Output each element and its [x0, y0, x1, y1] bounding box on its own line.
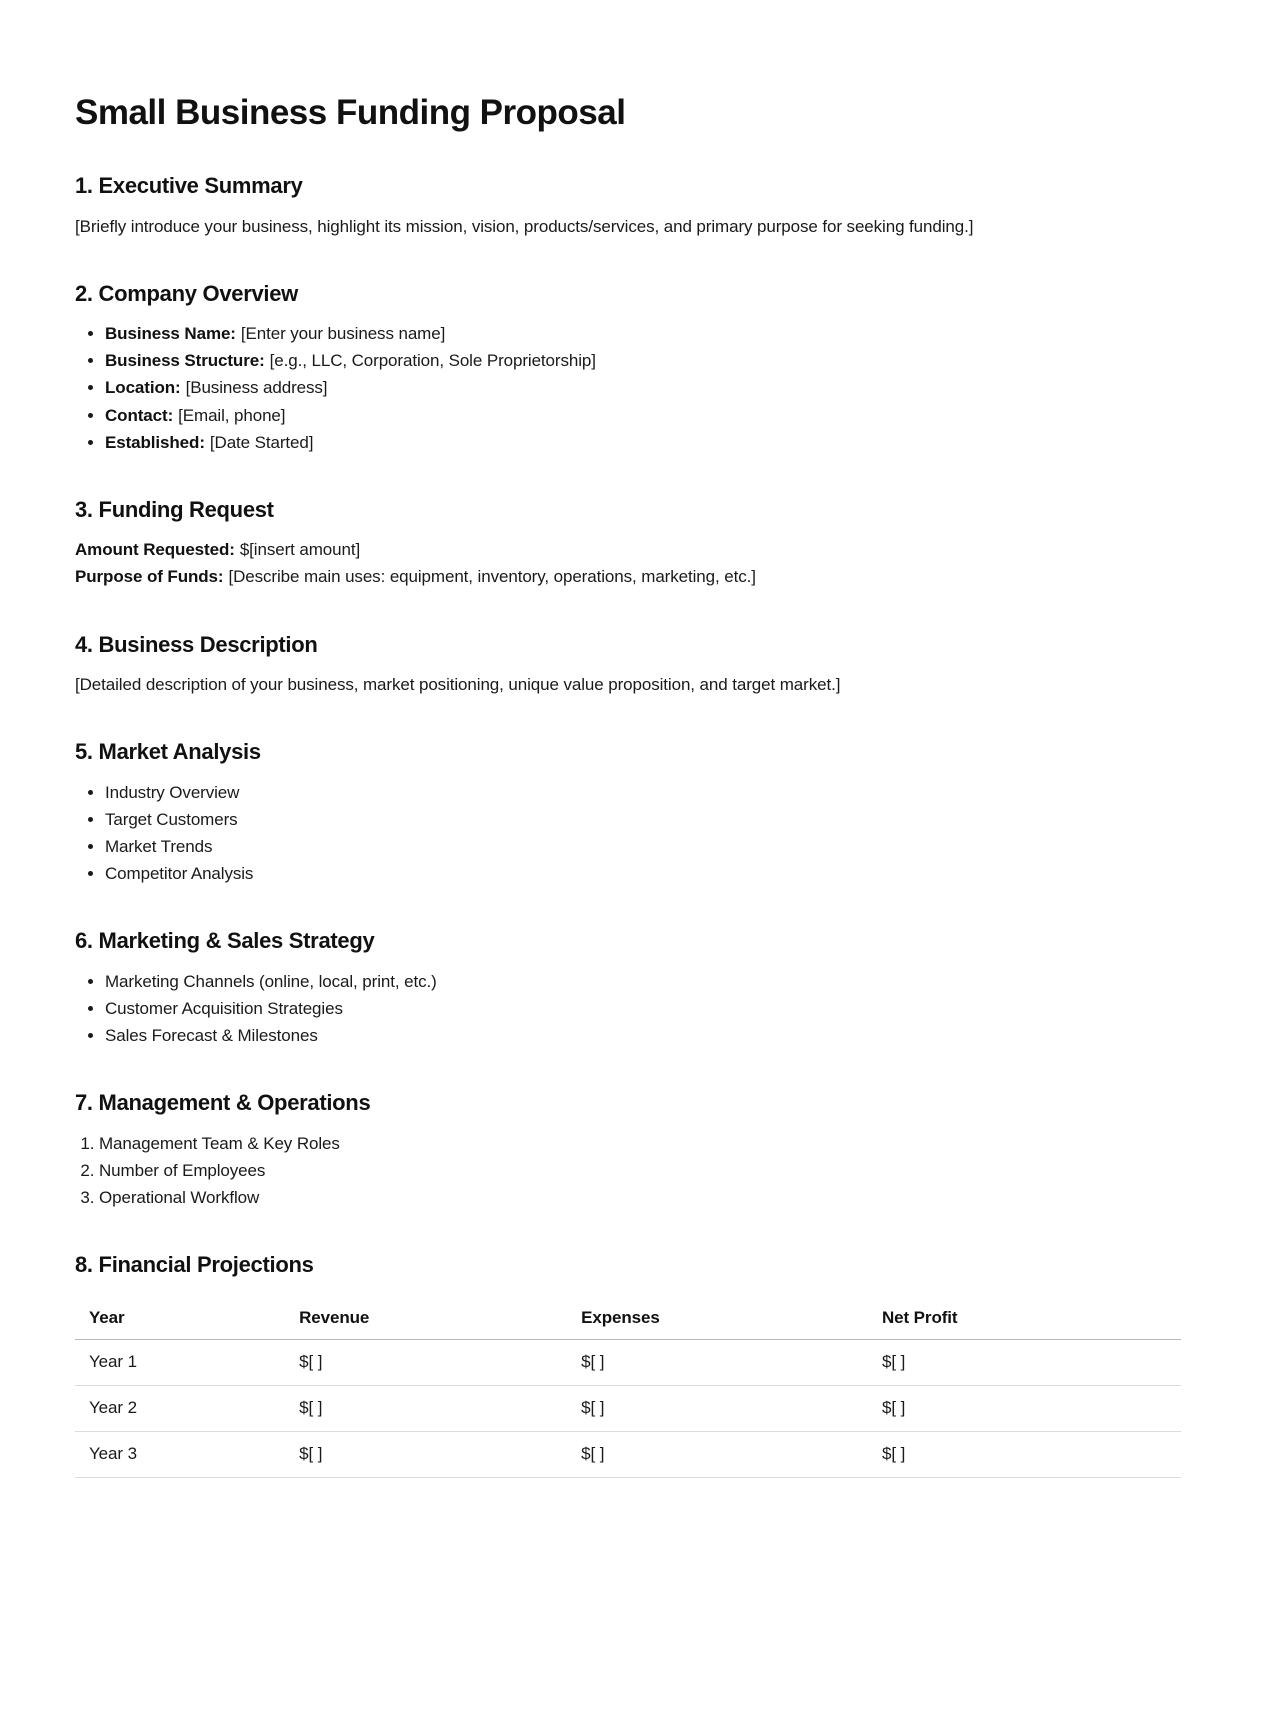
list-item: • Competitor Analysis — [105, 863, 1181, 885]
section-heading-business-description: 4. Business Description — [75, 631, 318, 657]
section-heading-financial-projections: 8. Financial Projections — [75, 1251, 314, 1277]
table-header-row — [75, 1298, 1181, 1340]
list-item: • Sales Forecast & Milestones — [105, 1025, 1181, 1047]
table-cell-net-profit: $[ ] — [868, 1385, 1181, 1431]
funding-purpose-line — [75, 566, 1181, 588]
section-management-operations — [75, 1089, 1181, 1209]
table-cell-net-profit: $[ ] — [868, 1339, 1181, 1385]
table-cell-year: Year 1 — [75, 1339, 285, 1385]
list-item: 3. Operational Workflow — [99, 1187, 1181, 1209]
table-cell-expenses: $[ ] — [567, 1431, 868, 1477]
market-analysis-list — [75, 782, 1181, 885]
table-cell-revenue: $[ ] — [285, 1385, 567, 1431]
marketing-sales-list — [75, 971, 1181, 1047]
section-heading-management-operations: 7. Management & Operations — [75, 1090, 371, 1116]
section-heading-marketing-sales-strategy: 6. Marketing & Sales Strategy — [75, 928, 375, 954]
list-item: • Industry Overview — [105, 782, 1181, 804]
field-value: [Business address] — [185, 378, 328, 398]
field-value: [Email, phone] — [178, 405, 286, 425]
table-cell-net-profit: $[ ] — [868, 1431, 1181, 1477]
section-heading-company-overview: 2. Company Overview — [75, 280, 298, 306]
list-item: • Marketing Channels (online, local, print, etc.) — [105, 971, 1181, 993]
table-cell-expenses: $[ ] — [567, 1339, 868, 1385]
field-value: [Date Started] — [209, 432, 314, 452]
field-value: [Describe main uses: equipment, inventory, operations, marketing, etc.] — [228, 567, 756, 587]
field-label: Location: — [105, 378, 181, 398]
field-label: Contact: — [105, 405, 174, 425]
funding-request-lines — [75, 539, 1181, 588]
section-business-description — [75, 631, 1181, 697]
company-overview-list — [75, 323, 1181, 453]
list-item — [105, 350, 1181, 372]
list-item: 2. Number of Employees — [99, 1160, 1181, 1182]
table-row — [75, 1431, 1181, 1477]
section-financial-projections — [75, 1251, 1181, 1478]
table-cell-year: Year 2 — [75, 1385, 285, 1431]
section-heading-market-analysis: 5. Market Analysis — [75, 739, 261, 765]
management-operations-list — [75, 1133, 1181, 1209]
section-funding-request — [75, 496, 1181, 589]
field-value: [e.g., LLC, Corporation, Sole Proprietorship] — [269, 351, 596, 371]
field-label: Business Structure: — [105, 351, 265, 371]
field-value: $[insert amount] — [239, 540, 361, 560]
financial-projections-table — [75, 1298, 1181, 1478]
list-item: • Market Trends — [105, 836, 1181, 858]
list-item: • Customer Acquisition Strategies — [105, 998, 1181, 1020]
column-header-revenue: Revenue — [285, 1298, 567, 1340]
business-description-placeholder: [Detailed description of your business, market positioning, unique value proposition, and target market.] — [75, 675, 841, 695]
column-header-expenses: Expenses — [567, 1298, 868, 1340]
field-label: Purpose of Funds: — [75, 567, 224, 587]
section-heading-funding-request: 3. Funding Request — [75, 496, 274, 522]
field-value: [Enter your business name] — [240, 324, 446, 344]
list-item: 1. Management Team & Key Roles — [99, 1133, 1181, 1155]
table-cell-revenue: $[ ] — [285, 1339, 567, 1385]
field-label: Established: — [105, 432, 205, 452]
table-cell-revenue: $[ ] — [285, 1431, 567, 1477]
list-item — [105, 377, 1181, 399]
section-executive-summary — [75, 172, 1181, 238]
funding-amount-line — [75, 539, 1181, 561]
field-label: Amount Requested: — [75, 540, 235, 560]
section-marketing-sales-strategy — [75, 927, 1181, 1047]
list-item — [105, 432, 1181, 454]
field-label: Business Name: — [105, 324, 236, 344]
document-content — [75, 92, 1181, 1478]
section-company-overview — [75, 280, 1181, 454]
list-item — [105, 405, 1181, 427]
list-item — [105, 323, 1181, 345]
table-cell-expenses: $[ ] — [567, 1385, 868, 1431]
column-header-net-profit: Net Profit — [868, 1298, 1181, 1340]
executive-summary-placeholder: [Briefly introduce your business, highlight its mission, vision, products/services, and primary purpose for seeking funding.] — [75, 216, 974, 236]
list-item: • Target Customers — [105, 809, 1181, 831]
table-cell-year: Year 3 — [75, 1431, 285, 1477]
table-row — [75, 1385, 1181, 1431]
section-heading-executive-summary: 1. Executive Summary — [75, 173, 303, 198]
table-row — [75, 1339, 1181, 1385]
column-header-year: Year — [75, 1298, 285, 1340]
section-market-analysis — [75, 738, 1181, 885]
document-title: Small Business Funding Proposal — [75, 93, 626, 132]
